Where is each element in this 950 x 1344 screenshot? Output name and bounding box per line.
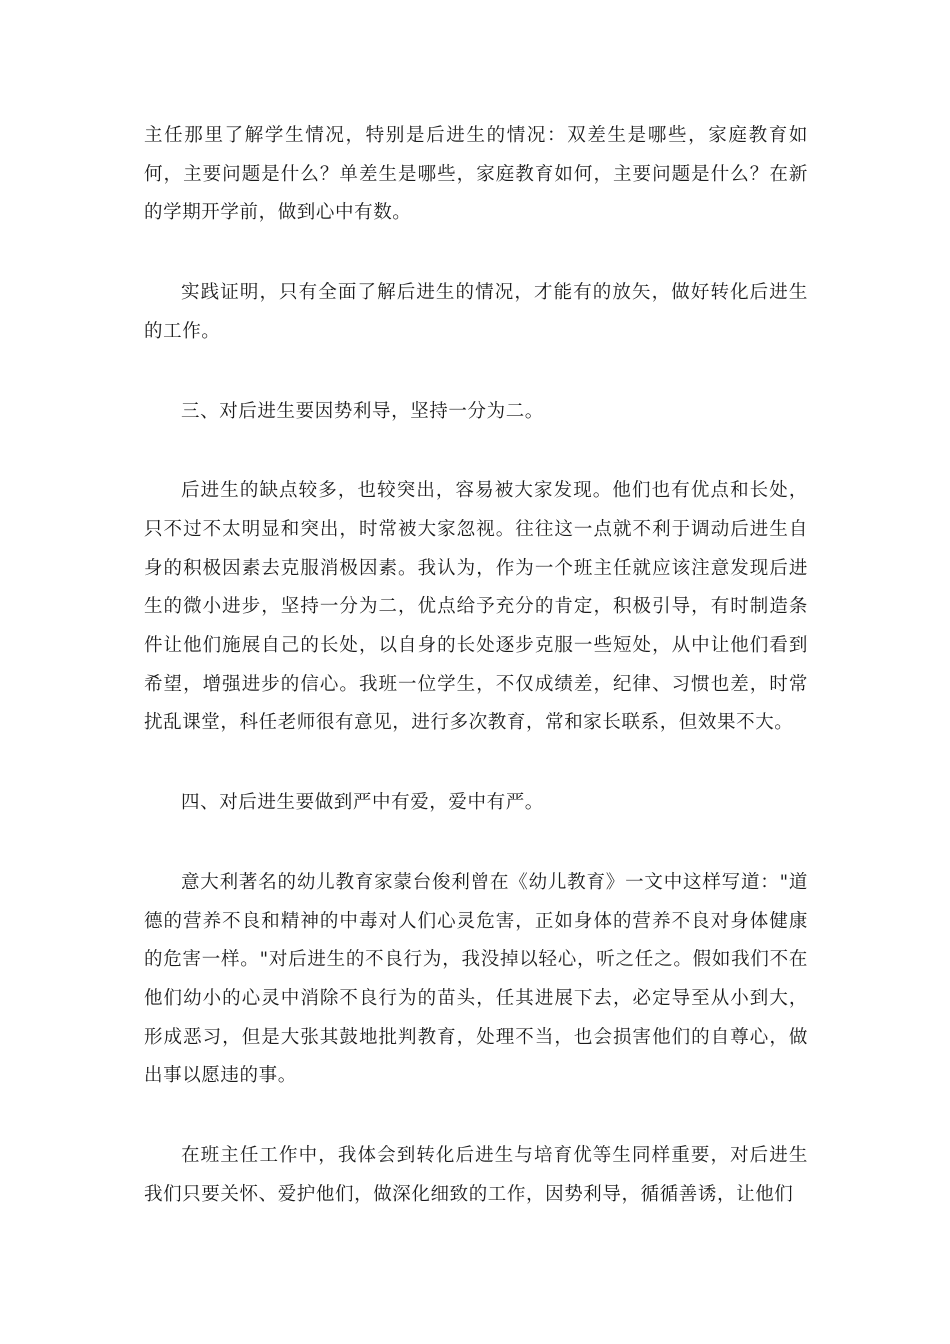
section-heading-four: 四、对后进生要做到严中有爱，爱中有严。 xyxy=(181,792,544,814)
paragraph-shortcomings: 后进生的缺点较多，也较突出，容易被大家发现。他们也有优点和长处，只不过不太明显和突出，时常被大家忽视。往往这一点就不利于调动后进生自身的积极因素去克服消极因素。我认为，作为一个班主任就应该注意发现后进生的微小进步，坚持一分为二，优点给予充分的肯定，积极引导，有时制造条件让他们施展自己的长处，以自身的长处逐步克服一些短处，从中让他们看到希望，增强进步的信心。我班一位学生，不仅成绩差，纪律、习惯也差，时常扰乱课堂，科任老师很有意见，进行多次教育，常和家长联系，但效果不大。 xyxy=(144,480,808,734)
paragraph-practice-proof: 实践证明，只有全面了解后进生的情况，才能有的放矢，做好转化后进生的工作。 xyxy=(144,282,808,342)
section-heading-three: 三、对后进生要因势利导，坚持一分为二。 xyxy=(181,400,544,422)
document-body xyxy=(144,117,808,1255)
paragraph-montessori-quote: 意大利著名的幼儿教育家蒙台俊利曾在《幼儿教育》一文中这样写道："道德的营养不良和精神的中毒对人们心灵危害，正如身体的营养不良对身体健康的危害一样。"对后进生的不良行为，我没掉以轻心，听之任之。假如我们不在他们幼小的心灵中消除不良行为的苗头，任其进展下去，必定导至从小到大，形成恶习，但是大张其鼓地批判教育，处理不当，也会损害他们的自尊心，做出事以愿违的事。 xyxy=(144,871,808,1087)
paragraph-conclusion: 在班主任工作中，我体会到转化后进生与培育优等生同样重要，对后进生我们只要关怀、爱护他们，做深化细致的工作，因势利导，循循善诱，让他们 xyxy=(144,1145,808,1205)
paragraph-continuation: 主任那里了解学生情况，特别是后进生的情况：双差生是哪些，家庭教育如何，主要问题是什么？单差生是哪些，家庭教育如何，主要问题是什么？在新的学期开学前，做到心中有数。 xyxy=(144,125,808,224)
